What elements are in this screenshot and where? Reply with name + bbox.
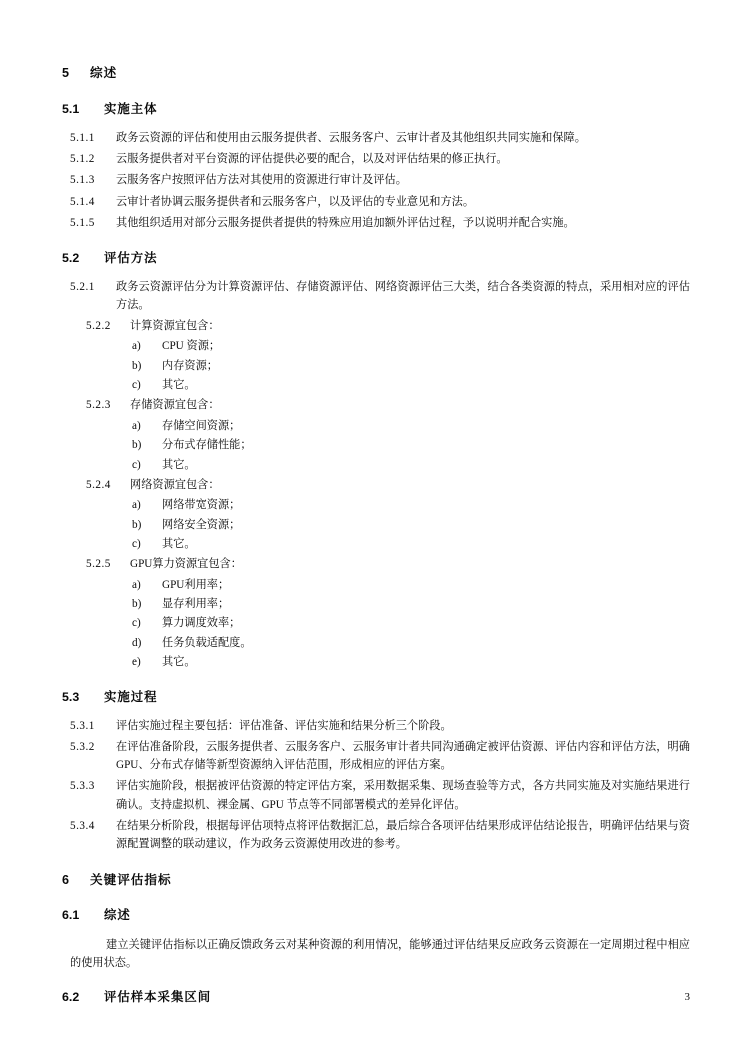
list-item xyxy=(62,377,690,394)
clause-paragraph xyxy=(62,214,690,232)
section-heading-1 xyxy=(62,64,690,84)
clause-paragraph xyxy=(62,777,690,813)
clause-text: 计算资源宜包含： xyxy=(130,320,220,333)
clause-number: 5.3.4 xyxy=(70,819,95,832)
list-item-marker: e) xyxy=(132,656,141,669)
list-item-marker: b) xyxy=(132,439,142,452)
list-item-text: GPU利用率； xyxy=(162,578,230,591)
list-item-text: 内存资源； xyxy=(162,359,218,372)
list-item-text: 显存利用率； xyxy=(162,598,230,611)
clause-number: 5.3.3 xyxy=(70,780,95,793)
clause-number: 5.3.1 xyxy=(70,719,95,732)
section-number: 6 xyxy=(62,872,70,887)
clause-number: 5.1.4 xyxy=(70,195,95,208)
section-title: 实施过程 xyxy=(104,689,158,704)
clause-paragraph xyxy=(62,150,690,168)
list-item-marker: b) xyxy=(132,598,142,611)
clause-text: 评估实施过程主要包括：评估准备、评估实施和结果分析三个阶段。 xyxy=(116,719,452,732)
clause-number: 5.1.3 xyxy=(70,174,95,187)
list-item xyxy=(62,635,690,652)
clause-text: 其他组织适用对部分云服务提供者提供的特殊应用追加额外评估过程，予以说明并配合实施。 xyxy=(116,217,575,230)
section-number: 5.2 xyxy=(62,250,80,265)
list-item-marker: c) xyxy=(132,537,141,550)
clause-text: 网络资源宜包含： xyxy=(130,478,220,491)
list-item-marker: b) xyxy=(132,359,142,372)
section-title: 关键评估指标 xyxy=(90,872,172,887)
list-item-text: 其它。 xyxy=(162,537,196,550)
clause-paragraph xyxy=(62,129,690,147)
list-item-text: 网络安全资源； xyxy=(162,518,241,531)
clause-number: 5.2.3 xyxy=(86,399,111,412)
clause-number: 5.2.5 xyxy=(86,558,111,571)
section-heading-2 xyxy=(62,906,690,925)
list-item xyxy=(62,536,690,553)
clause-text: 在结果分析阶段，根据每评估项特点将评估数据汇总，最后综合各项评估结果形成评估结论报告，明确评估结果与资源配置调整的联动建议，作为政务云资源使用改进的参考。 xyxy=(116,819,690,850)
section-title: 综述 xyxy=(104,908,131,923)
list-item xyxy=(62,517,690,534)
section-heading-1 xyxy=(62,871,690,891)
section-number: 6.1 xyxy=(62,908,80,923)
clause-text: 云审计者协调云服务提供者和云服务客户，以及评估的专业意见和方法。 xyxy=(116,195,475,208)
clause-number: 5.2.1 xyxy=(70,280,95,293)
section-title: 实施主体 xyxy=(104,101,158,116)
clause-number: 5.2.4 xyxy=(86,478,111,491)
list-item-text: 算力调度效率； xyxy=(162,617,241,630)
list-item-marker: a) xyxy=(132,419,141,432)
clause-text: 在评估准备阶段，云服务提供者、云服务客户、云服务审计者共同沟通确定被评估资源、评估内容和评估方法，明确GPU、分布式存储等新型资源纳入评估范围，形成相应的评估方案。 xyxy=(116,741,690,772)
list-item xyxy=(62,457,690,474)
section-number: 5 xyxy=(62,66,70,80)
clause-text: 云服务提供者对平台资源的评估提供必要的配合，以及对评估结果的修正执行。 xyxy=(116,153,508,166)
list-item-text: 存储空间资源； xyxy=(162,419,241,432)
clause-number: 5.1.2 xyxy=(70,153,95,166)
clause-paragraph xyxy=(62,476,690,494)
clause-paragraph xyxy=(62,396,690,414)
clause-paragraph xyxy=(62,193,690,211)
list-item-text: 分布式存储性能； xyxy=(162,439,252,452)
section-title: 综述 xyxy=(90,66,118,80)
section-title: 评估方法 xyxy=(104,250,158,265)
list-item-text: 其它。 xyxy=(162,458,196,471)
section-heading-2 xyxy=(62,249,690,268)
clause-paragraph xyxy=(62,717,690,735)
list-item-text: 其它。 xyxy=(162,379,196,392)
list-item-marker: c) xyxy=(132,379,141,392)
section-number: 5.1 xyxy=(62,101,80,116)
list-item xyxy=(62,654,690,671)
section-heading-2 xyxy=(62,688,690,707)
section-title: 评估样本采集区间 xyxy=(104,989,212,1004)
list-item xyxy=(62,358,690,375)
clause-text: 政务云资源评估分为计算资源评估、存储资源评估、网络资源评估三大类，结合各类资源的特点，采用相对应的评估方法。 xyxy=(116,280,690,311)
section-number: 5.3 xyxy=(62,689,80,704)
list-item xyxy=(62,596,690,613)
list-item-marker: c) xyxy=(132,458,141,471)
clause-paragraph xyxy=(62,317,690,335)
list-item-text: CPU 资源； xyxy=(162,340,221,353)
list-item-text: 其它。 xyxy=(162,656,196,669)
clause-number: 5.2.2 xyxy=(86,320,111,333)
list-item xyxy=(62,577,690,594)
clause-text: 评估实施阶段，根据被评估资源的特定评估方案，采用数据采集、现场查验等方式，各方共同实施及对实施结果进行确认。支持虚拟机、裸金属、GPU 节点等不同部署模式的差异化评估。 xyxy=(116,780,690,811)
page-number: 3 xyxy=(684,991,690,1003)
body-paragraph: 建立关键评估指标以正确反馈政务云对某种资源的利用情况，能够通过评估结果反应政务云资源在一定周期过程中相应的使用状态。 xyxy=(70,938,690,969)
clause-text: 政务云资源的评估和使用由云服务提供者、云服务客户、云审计者及其他组织共同实施和保障。 xyxy=(116,131,586,144)
clause-number: 5.1.1 xyxy=(70,131,95,144)
document-body xyxy=(62,64,690,1007)
list-item-marker: d) xyxy=(132,636,142,649)
clause-paragraph xyxy=(62,555,690,573)
list-item xyxy=(62,437,690,454)
list-item-marker: a) xyxy=(132,578,141,591)
section-number: 6.2 xyxy=(62,989,80,1004)
list-item-marker: a) xyxy=(132,340,141,353)
section-heading-2 xyxy=(62,988,690,1007)
clause-number: 5.3.2 xyxy=(70,741,95,754)
list-item xyxy=(62,615,690,632)
list-item-text: 网络带宽资源； xyxy=(162,499,241,512)
clause-paragraph xyxy=(62,278,690,314)
list-item xyxy=(62,418,690,435)
list-item-marker: c) xyxy=(132,617,141,630)
list-item-marker: a) xyxy=(132,499,141,512)
list-item-text: 任务负载适配度。 xyxy=(162,636,252,649)
clause-paragraph xyxy=(62,738,690,774)
clause-paragraph xyxy=(62,171,690,189)
list-item xyxy=(62,497,690,514)
list-item-marker: b) xyxy=(132,518,142,531)
clause-paragraph xyxy=(62,817,690,853)
clause-text: GPU算力资源宜包含： xyxy=(130,558,242,571)
clause-text: 云服务客户按照评估方法对其使用的资源进行审计及评估。 xyxy=(116,174,407,187)
clause-text: 存储资源宜包含： xyxy=(130,399,220,412)
list-item xyxy=(62,338,690,355)
section-heading-2 xyxy=(62,100,690,119)
clause-number: 5.1.5 xyxy=(70,217,95,230)
